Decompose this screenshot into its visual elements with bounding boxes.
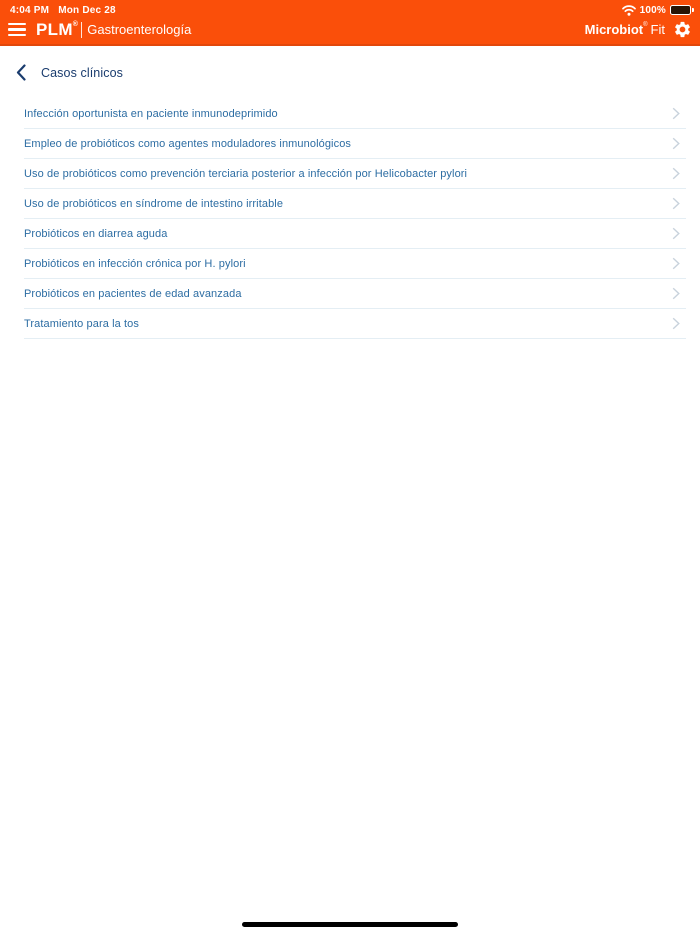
list-item-label: Empleo de probióticos como agentes moduladores inmunológicos: [24, 137, 352, 150]
status-date: Mon Dec 28: [58, 4, 116, 16]
list-item[interactable]: [24, 99, 686, 129]
list-item-label: Probióticos en infección crónica por H. pylori: [24, 257, 246, 270]
product-suffix: Fit: [650, 22, 665, 37]
chevron-right-icon: [672, 137, 680, 150]
status-bar: [0, 0, 700, 17]
product-logo: [585, 22, 665, 37]
list-item[interactable]: [24, 219, 686, 249]
chevron-right-icon: [672, 227, 680, 240]
app-header: [0, 0, 700, 46]
plm-registered-mark: ®: [72, 20, 79, 28]
list-item-label: Infección oportunista en paciente inmunodeprimido: [24, 107, 278, 120]
list-item[interactable]: [24, 249, 686, 279]
menu-icon[interactable]: [8, 23, 26, 37]
list-item[interactable]: [24, 279, 686, 309]
chevron-right-icon: [672, 107, 680, 120]
page-header: [0, 46, 700, 97]
list-item-label: Probióticos en diarrea aguda: [24, 227, 168, 240]
nav-right: [585, 20, 692, 39]
settings-gear-icon[interactable]: [673, 20, 692, 39]
plm-logo[interactable]: [36, 20, 78, 40]
page-title: Casos clínicos: [41, 65, 123, 80]
chevron-right-icon: [672, 317, 680, 330]
list-item-label: Probióticos en pacientes de edad avanzada: [24, 287, 242, 300]
status-right: [622, 5, 694, 16]
chevron-right-icon: [672, 257, 680, 270]
status-left: [10, 5, 116, 16]
plm-logo-text: PLM: [36, 19, 73, 39]
status-time: 4:04 PM: [10, 4, 50, 16]
battery-icon: [670, 5, 694, 15]
chevron-right-icon: [672, 197, 680, 210]
product-name: Microbiot: [584, 22, 644, 37]
nav-left: [8, 20, 191, 40]
battery-percent: 100%: [639, 4, 666, 16]
case-list: [24, 99, 686, 339]
list-item[interactable]: [24, 159, 686, 189]
brand-divider: [81, 22, 82, 38]
wifi-icon: [622, 5, 636, 16]
chevron-right-icon: [672, 167, 680, 180]
list-item-label: Tratamiento para la tos: [24, 317, 140, 330]
chevron-right-icon: [672, 287, 680, 300]
list-item[interactable]: [24, 129, 686, 159]
section-title: Gastroenterología: [87, 22, 192, 37]
list-item-label: Uso de probióticos en síndrome de intestino irritable: [24, 197, 284, 210]
back-button[interactable]: [16, 64, 26, 81]
home-indicator[interactable]: [242, 922, 458, 927]
list-item[interactable]: [24, 309, 686, 339]
list-item-label: Uso de probióticos como prevención terciaria posterior a infección por Helicobacter pylori: [24, 167, 468, 180]
nav-bar: [0, 17, 700, 44]
product-registered-mark: ®: [643, 22, 648, 28]
list-item[interactable]: [24, 189, 686, 219]
